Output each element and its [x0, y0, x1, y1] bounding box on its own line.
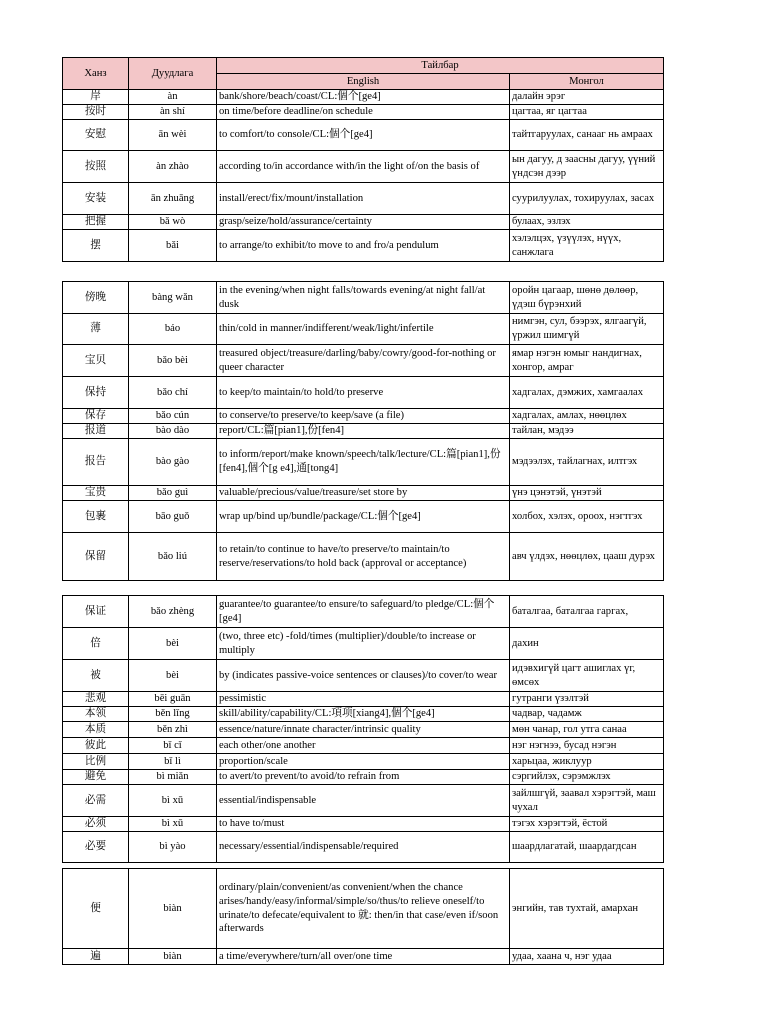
pinyin-cell: bì yào	[129, 832, 217, 863]
hanzi-cell: 被	[63, 660, 129, 692]
hanzi-cell: 倍	[63, 628, 129, 660]
pinyin-cell: bì xū	[129, 785, 217, 817]
hanzi-cell: 安装	[63, 183, 129, 215]
mongol-cell: мэдээлэх, тайлагнах, илтгэх	[510, 439, 664, 486]
hanzi-cell: 摆	[63, 230, 129, 262]
table-row	[63, 439, 664, 486]
hanzi-cell: 避免	[63, 770, 129, 785]
mongol-cell: харьцаа, жиклуур	[510, 754, 664, 770]
hanzi-cell: 遍	[63, 949, 129, 965]
table-row	[63, 628, 664, 660]
english-cell: ordinary/plain/convenient/as convenient/when the chance arises/handy/easy/informal/simple/so/thus/to relieve oneself/to urinate/to defecate/equivalent to 就: then/in that case/even if/soon afterwards	[217, 869, 510, 949]
hanzi-cell: 包裹	[63, 501, 129, 533]
table-row	[63, 770, 664, 785]
english-cell: essence/nature/innate character/intrinsic quality	[217, 722, 510, 738]
pinyin-cell: bāo guǒ	[129, 501, 217, 533]
pinyin-cell: bì miǎn	[129, 770, 217, 785]
table-row	[63, 282, 664, 314]
table-row	[63, 409, 664, 424]
hanzi-cell: 宝贵	[63, 486, 129, 501]
mongol-cell: зайлшгүй, заавал хэрэгтэй, маш чухал	[510, 785, 664, 817]
mongol-cell: баталгаа, баталгаа гаргах,	[510, 596, 664, 628]
english-cell: to inform/report/make known/speech/talk/lecture/CL:篇[pian1],份[fen4],個个[g e4],通[tong4]	[217, 439, 510, 486]
pinyin-cell: bǐ lì	[129, 754, 217, 770]
table-row	[63, 754, 664, 770]
table-row	[63, 660, 664, 692]
mongol-cell: үнэ цэнэтэй, үнэтэй	[510, 486, 664, 501]
english-cell: skill/ability/capability/CL:項项[xiang4],個个[ge4]	[217, 707, 510, 722]
mongol-cell: дахин	[510, 628, 664, 660]
english-cell: to comfort/to console/CL:個个[ge4]	[217, 120, 510, 151]
mongol-cell: холбох, хэлэх, ороох, нэгтгэх	[510, 501, 664, 533]
english-cell: proportion/scale	[217, 754, 510, 770]
english-cell: install/erect/fix/mount/installation	[217, 183, 510, 215]
english-cell: on time/before deadline/on schedule	[217, 105, 510, 120]
english-cell: essential/indispensable	[217, 785, 510, 817]
hanzi-cell: 必须	[63, 817, 129, 832]
vocab-table-section-3	[62, 595, 664, 863]
table-row	[63, 377, 664, 409]
english-cell: pessimistic	[217, 692, 510, 707]
table-row	[63, 120, 664, 151]
pinyin-cell: biàn	[129, 869, 217, 949]
mongol-column-header: Монгол	[510, 74, 664, 90]
english-cell: thin/cold in manner/indifferent/weak/light/infertile	[217, 314, 510, 345]
english-cell: report/CL:篇[pian1],份[fen4]	[217, 424, 510, 439]
pinyin-cell: bǎo bèi	[129, 345, 217, 377]
hanzi-cell: 保证	[63, 596, 129, 628]
mongol-cell: булаах, эзлэх	[510, 215, 664, 230]
pinyin-cell: bǎ wò	[129, 215, 217, 230]
english-cell: necessary/essential/indispensable/required	[217, 832, 510, 863]
hanzi-cell: 按照	[63, 151, 129, 183]
pinyin-cell: ān zhuāng	[129, 183, 217, 215]
pinyin-cell: bǎo liú	[129, 533, 217, 581]
hanzi-cell: 必要	[63, 832, 129, 863]
table-row	[63, 722, 664, 738]
hanzi-cell: 报告	[63, 439, 129, 486]
pinyin-cell: àn	[129, 90, 217, 105]
english-cell: to arrange/to exhibit/to move to and fro/a pendulum	[217, 230, 510, 262]
pinyin-cell: ān wèi	[129, 120, 217, 151]
hanzi-cell: 安慰	[63, 120, 129, 151]
pinyin-cell: bǐ cǐ	[129, 738, 217, 754]
english-cell: by (indicates passive-voice sentences or clauses)/to cover/to wear	[217, 660, 510, 692]
mongol-cell: идэвхигүй цагт ашиглах үг, өмсөх	[510, 660, 664, 692]
table-row	[63, 501, 664, 533]
explanation-column-header: Тайлбар	[217, 58, 664, 74]
table-row	[63, 314, 664, 345]
hanzi-column-header: Ханз	[63, 58, 129, 90]
hanzi-cell: 本质	[63, 722, 129, 738]
pinyin-cell: bēi guān	[129, 692, 217, 707]
hanzi-cell: 本领	[63, 707, 129, 722]
mongol-cell: мөн чанар, гол утга санаа	[510, 722, 664, 738]
english-cell: according to/in accordance with/in the light of/on the basis of	[217, 151, 510, 183]
english-cell: (two, three etc) -fold/times (multiplier)/double/to increase or multiply	[217, 628, 510, 660]
pinyin-cell: běn zhì	[129, 722, 217, 738]
english-cell: valuable/precious/value/treasure/set store by	[217, 486, 510, 501]
hanzi-cell: 傍晚	[63, 282, 129, 314]
pinyin-cell: bǎo zhèng	[129, 596, 217, 628]
hanzi-cell: 便	[63, 869, 129, 949]
pinyin-cell: bào dào	[129, 424, 217, 439]
table-row	[63, 215, 664, 230]
english-cell: bank/shore/beach/coast/CL:個个[ge4]	[217, 90, 510, 105]
mongol-cell: ямар нэгэн юмыг нандигнах, хонгор, амраг	[510, 345, 664, 377]
mongol-cell: далайн эрэг	[510, 90, 664, 105]
english-cell: a time/everywhere/turn/all over/one time	[217, 949, 510, 965]
hanzi-cell: 宝贝	[63, 345, 129, 377]
table-row	[63, 949, 664, 965]
table-row	[63, 486, 664, 501]
pinyin-cell: bǎo chí	[129, 377, 217, 409]
mongol-cell: нэг нэгнээ, бусад нэгэн	[510, 738, 664, 754]
table-row	[63, 738, 664, 754]
vocab-table-section-2	[62, 281, 664, 581]
table-row	[63, 183, 664, 215]
pinyin-cell: àn shí	[129, 105, 217, 120]
vocab-table-section-4	[62, 868, 664, 965]
mongol-cell: тэгэх хэрэгтэй, ёстой	[510, 817, 664, 832]
pinyin-cell: běn lǐng	[129, 707, 217, 722]
table-row	[63, 230, 664, 262]
pinyin-cell: bǎi	[129, 230, 217, 262]
mongol-cell: оройн цагаар, шөнө дөлөөр, үдэш бүрэнхий	[510, 282, 664, 314]
hanzi-cell: 保持	[63, 377, 129, 409]
pinyin-cell: biàn	[129, 949, 217, 965]
table-row	[63, 345, 664, 377]
pinyin-cell: bèi	[129, 660, 217, 692]
table-row	[63, 105, 664, 120]
hanzi-cell: 报道	[63, 424, 129, 439]
hanzi-cell: 保存	[63, 409, 129, 424]
pinyin-cell: àn zhào	[129, 151, 217, 183]
mongol-cell: энгийн, тав тухтай, амархан	[510, 869, 664, 949]
table-row	[63, 90, 664, 105]
table-row	[63, 832, 664, 863]
mongol-cell: хадгалах, амлах, нөөцлөх	[510, 409, 664, 424]
pinyin-cell: bǎo guì	[129, 486, 217, 501]
table-row	[63, 707, 664, 722]
table-row	[63, 596, 664, 628]
hanzi-cell: 保留	[63, 533, 129, 581]
hanzi-cell: 把握	[63, 215, 129, 230]
english-cell: each other/one another	[217, 738, 510, 754]
english-cell: treasured object/treasure/darling/baby/cowry/good-for-nothing or queer character	[217, 345, 510, 377]
mongol-cell: тайтгаруулах, санааг нь амраах	[510, 120, 664, 151]
pinyin-cell: bǎo cún	[129, 409, 217, 424]
table-row	[63, 869, 664, 949]
english-cell: guarantee/to guarantee/to ensure/to safeguard/to pledge/CL:個个[ge4]	[217, 596, 510, 628]
pinyin-cell: bàng wǎn	[129, 282, 217, 314]
mongol-cell: хадгалах, дэмжих, хамгаалах	[510, 377, 664, 409]
mongol-cell: удаа, хаана ч, нэг удаа	[510, 949, 664, 965]
english-cell: to keep/to maintain/to hold/to preserve	[217, 377, 510, 409]
pinyin-cell: báo	[129, 314, 217, 345]
hanzi-cell: 薄	[63, 314, 129, 345]
hanzi-cell: 彼此	[63, 738, 129, 754]
hanzi-cell: 悲观	[63, 692, 129, 707]
mongol-cell: ын дагуу, д заасны дагуу, үүний үндсэн дээр	[510, 151, 664, 183]
pinyin-cell: bèi	[129, 628, 217, 660]
table-row	[63, 151, 664, 183]
english-column-header: English	[217, 74, 510, 90]
english-cell: wrap up/bind up/bundle/package/CL:個个[ge4]	[217, 501, 510, 533]
table-row	[63, 692, 664, 707]
mongol-cell: нимгэн, сул, бээрэх, ялгаагүй, үржил шимгүй	[510, 314, 664, 345]
english-cell: to avert/to prevent/to avoid/to refrain from	[217, 770, 510, 785]
mongol-cell: хэлэлцэх, үзүүлэх, нүүх, санжлага	[510, 230, 664, 262]
vocab-table-section-1	[62, 89, 664, 262]
pinyin-cell: bì xū	[129, 817, 217, 832]
mongol-cell: чадвар, чадамж	[510, 707, 664, 722]
mongol-cell: суурилуулах, тохируулах, засах	[510, 183, 664, 215]
mongol-cell: шаардлагатай, шаардагдсан	[510, 832, 664, 863]
table-row	[63, 424, 664, 439]
english-cell: in the evening/when night falls/towards evening/at night fall/at dusk	[217, 282, 510, 314]
mongol-cell: авч үлдэх, нөөцлөх, цааш дурэх	[510, 533, 664, 581]
hanzi-cell: 比例	[63, 754, 129, 770]
hanzi-cell: 按时	[63, 105, 129, 120]
table-row	[63, 533, 664, 581]
hanzi-cell: 必需	[63, 785, 129, 817]
english-cell: to have to/must	[217, 817, 510, 832]
english-cell: to conserve/to preserve/to keep/save (a file)	[217, 409, 510, 424]
table-row	[63, 785, 664, 817]
table-row	[63, 817, 664, 832]
hanzi-cell: 岸	[63, 90, 129, 105]
english-cell: to retain/to continue to have/to preserve/to maintain/to reserve/reservations/to hold back (approval or acceptance)	[217, 533, 510, 581]
english-cell: grasp/seize/hold/assurance/certainty	[217, 215, 510, 230]
mongol-cell: цагтаа, яг цагтаа	[510, 105, 664, 120]
mongol-cell: сэргийлэх, сэрэмжлэх	[510, 770, 664, 785]
mongol-cell: гутранги үзэлтэй	[510, 692, 664, 707]
pronunciation-column-header: Дуудлага	[129, 58, 217, 90]
mongol-cell: тайлан, мэдээ	[510, 424, 664, 439]
pinyin-cell: bào gào	[129, 439, 217, 486]
vocab-table-header	[62, 57, 664, 90]
